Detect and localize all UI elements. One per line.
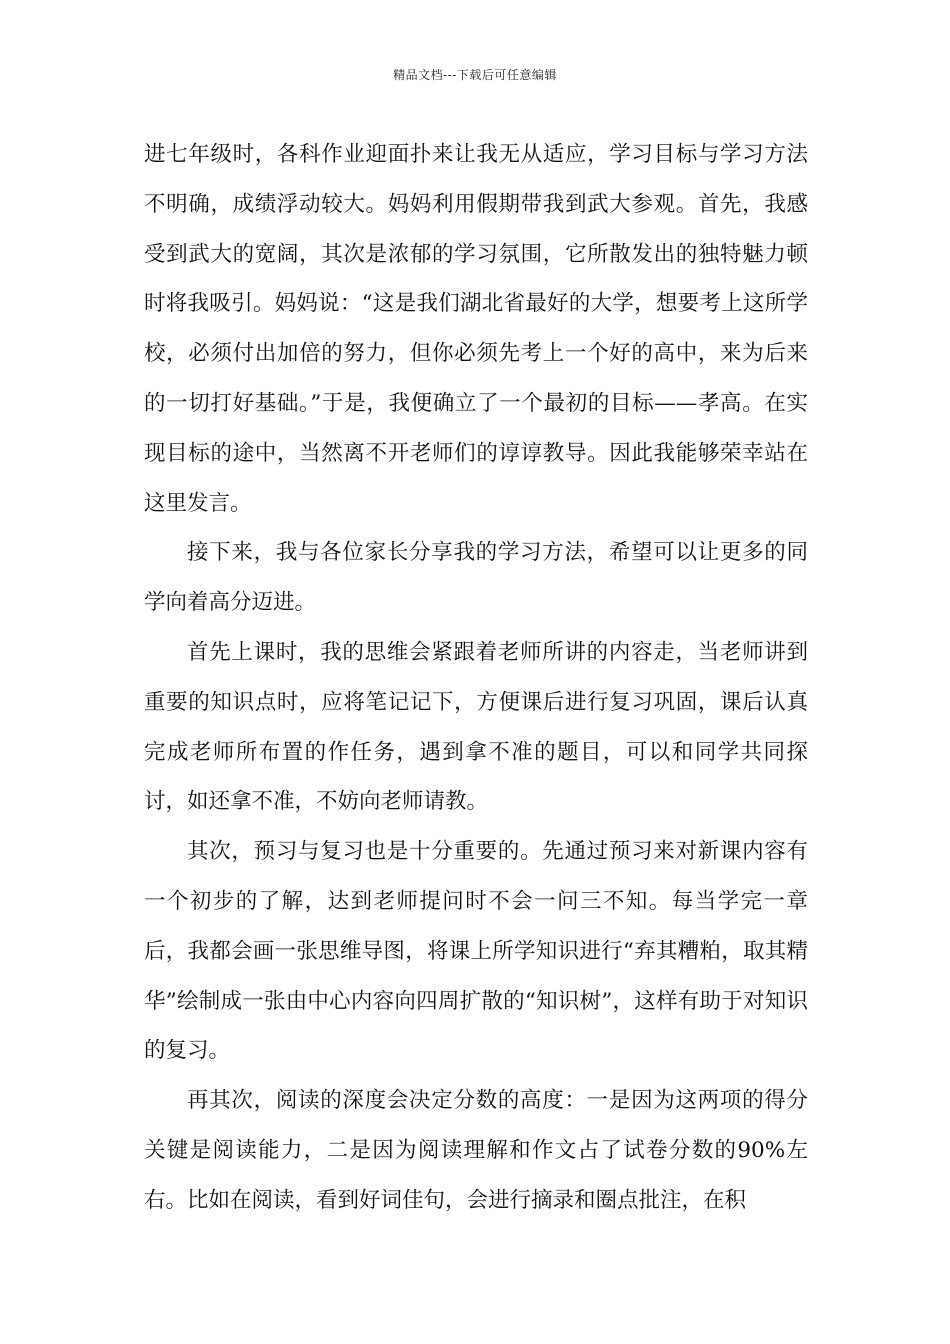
paragraph-3: 首先上课时，我的思维会紧跟着老师所讲的内容走，当老师讲到重要的知识点时，应将笔记记下，方便课后进行复习巩固，课后认真完成老师所布置的作任务，遇到拿不准的题目，可以和同学共同探讨，如还拿不准，不妨向老师请教。 bbox=[144, 639, 808, 815]
paragraph-1: 进七年级时，各科作业迎面扑来让我无从适应，学习目标与学习方法不明确，成绩浮动较大。妈妈利用假期带我到武大参观。首先，我感受到武大的宽阔，其次是浓郁的学习氛围，它所散发出的独特魅力顿时将我吸引。妈妈说：“这是我们湖北省最好的大学，想要考上这所学校，必须付出加倍的努力，但你必须先考上一个好的高中，来为后来的一切打好基础。”于是，我便确立了一个最初的目标——孝高。在实现目标的途中，当然离不开老师们的谆谆教导。因此我能够荣幸站在这里发言。 bbox=[144, 142, 808, 516]
paragraph-5: 再其次，阅读的深度会决定分数的高度：一是因为这两项的得分关键是阅读能力，二是因为阅读理解和作文占了试卷分数的90%左右。比如在阅读，看到好词佳句，会进行摘录和圈点批注，在积 bbox=[144, 1088, 808, 1213]
page-header: 精品文档---下载后可任意编辑 bbox=[393, 68, 557, 82]
paragraph-4: 其次，预习与复习也是十分重要的。先通过预习来对新课内容有一个初步的了解，达到老师提问时不会一问三不知。每当学完一章后，我都会画一张思维导图，将课上所学知识进行“弃其糟粕，取其精华”绘制成一张由中心内容向四周扩散的“知识树”，这样有助于对知识的复习。 bbox=[144, 839, 808, 1064]
document-body bbox=[144, 130, 808, 1226]
paragraph-2: 接下来，我与各位家长分享我的学习方法，希望可以让更多的同学向着高分迈进。 bbox=[144, 540, 808, 616]
